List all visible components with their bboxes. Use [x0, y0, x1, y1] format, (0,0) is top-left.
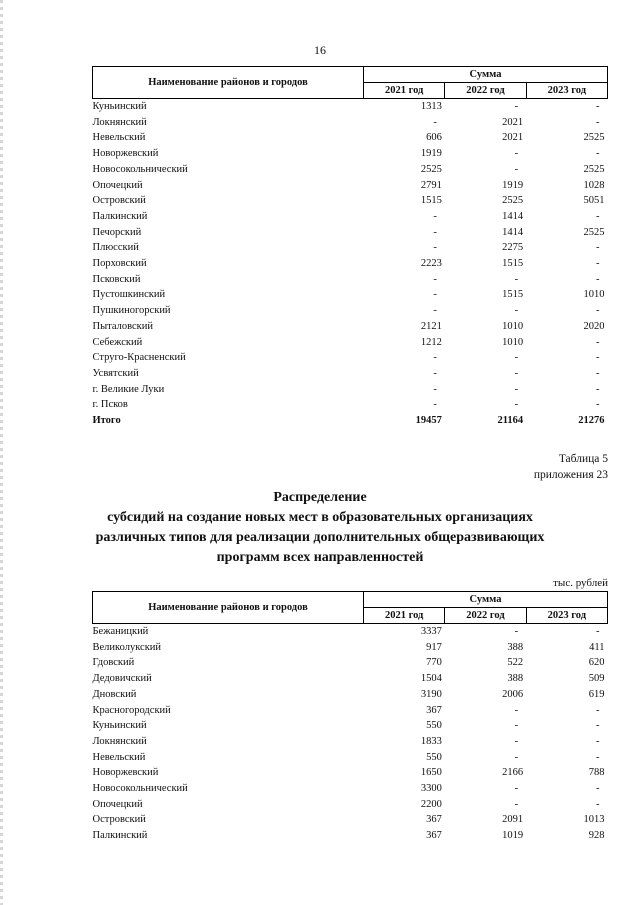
value-2023: - — [596, 399, 600, 411]
title-line-2: субсидий на создание новых мест в образовательных организациях — [107, 510, 533, 525]
value-2021: 917 — [426, 641, 442, 653]
title-line-4: программ всех направленностей — [216, 550, 424, 565]
value-2022: 21164 — [497, 415, 524, 427]
value-2022: 1414 — [502, 226, 524, 238]
appendix-label: приложения 23 — [533, 469, 608, 481]
value-2022: 388 — [507, 641, 524, 653]
value-2021: - — [433, 242, 437, 254]
value-2021: 2791 — [420, 179, 442, 191]
value-2023: 2020 — [583, 320, 605, 332]
value-2023: 5051 — [583, 195, 605, 207]
value-2021: 3300 — [420, 783, 442, 795]
table-number-label: Таблица 5 — [558, 453, 608, 465]
table-row — [93, 178, 608, 194]
table-row — [93, 750, 608, 766]
table-row — [93, 303, 608, 319]
value-2022: - — [514, 735, 519, 747]
column-header-2023: 2023 год — [526, 83, 607, 99]
district-name: Псковский — [92, 273, 141, 285]
column-header-sum: Сумма — [364, 67, 608, 83]
value-2021: 550 — [426, 720, 442, 732]
value-2022: 1010 — [502, 320, 524, 332]
value-2023: - — [596, 367, 600, 379]
district-name: Струго-Красненский — [92, 352, 186, 364]
district-name: Дедовичский — [92, 673, 152, 685]
district-name: Невельский — [92, 132, 146, 144]
value-2023: - — [596, 798, 600, 810]
value-2021: 367 — [426, 704, 442, 716]
district-name: Порховский — [92, 258, 147, 270]
value-2022: - — [514, 704, 519, 716]
value-2023: - — [596, 783, 600, 795]
value-2021: 1919 — [420, 148, 442, 160]
value-2022: 1515 — [502, 289, 524, 301]
value-2023: - — [596, 148, 600, 160]
table-row — [93, 812, 608, 828]
table-row — [93, 640, 608, 656]
value-2021: 19457 — [415, 415, 442, 427]
table-row — [93, 797, 608, 813]
value-2021: - — [433, 273, 437, 285]
district-name: Новоржевский — [92, 767, 159, 779]
value-2022: 2006 — [502, 688, 524, 700]
value-2022: 2275 — [502, 242, 524, 254]
title-line-3: различных типов для реализации дополнительных общеразвивающих — [95, 530, 545, 545]
table-row — [93, 240, 608, 256]
district-name: Островский — [92, 195, 146, 207]
table-row — [93, 828, 608, 844]
value-2022: - — [514, 273, 519, 285]
table-row — [93, 703, 608, 719]
table-row — [93, 366, 608, 382]
district-name: Усвятский — [92, 367, 139, 379]
table-row — [93, 272, 608, 288]
district-name: Дновский — [92, 688, 137, 700]
district-name: Пыталовский — [92, 320, 153, 332]
value-2021: 1313 — [420, 101, 442, 112]
value-2021: - — [433, 289, 437, 301]
value-2023: - — [596, 116, 600, 128]
table-row — [93, 287, 608, 303]
value-2023: 2525 — [583, 132, 605, 144]
value-2021: 1833 — [420, 735, 442, 747]
value-2023: - — [596, 383, 600, 395]
district-name: Палкинский — [92, 830, 148, 842]
value-2021: 606 — [426, 132, 442, 144]
page-number: 16 — [314, 43, 326, 57]
district-name: Опочецкий — [92, 179, 143, 191]
table-row — [93, 718, 608, 734]
value-2021: 550 — [426, 751, 442, 763]
table-row — [93, 115, 608, 131]
value-2022: 522 — [507, 657, 524, 669]
value-2023: 21276 — [578, 415, 605, 427]
value-2022: - — [514, 720, 519, 732]
value-2021: 367 — [426, 830, 442, 842]
district-name: г. Псков — [92, 399, 128, 411]
value-2021: - — [433, 367, 437, 379]
value-2023: 788 — [588, 767, 605, 779]
value-2023: 1013 — [583, 814, 605, 826]
value-2021: - — [433, 399, 437, 411]
table-row — [93, 130, 608, 146]
value-2022: 2021 — [502, 116, 524, 128]
value-2023: 1010 — [583, 289, 605, 301]
value-2022: - — [514, 783, 519, 795]
district-name: Новосокольнический — [92, 163, 188, 175]
subsidy-table-2 — [92, 591, 608, 844]
value-2022: 1019 — [502, 830, 524, 842]
value-2023: - — [596, 735, 600, 747]
district-name: Пустошкинский — [92, 289, 166, 301]
value-2023: - — [596, 704, 600, 716]
value-2023: - — [596, 210, 600, 222]
table-5-caption — [534, 451, 608, 483]
value-2022: - — [514, 798, 519, 810]
table-row — [93, 624, 608, 640]
table-row — [93, 687, 608, 703]
value-2023: 509 — [588, 673, 605, 685]
column-header-2023: 2023 год — [526, 608, 607, 624]
district-name: г. Великие Луки — [92, 383, 165, 395]
value-2022: - — [514, 626, 519, 637]
column-header-2022: 2022 год — [445, 608, 526, 624]
district-name: Новосокольнический — [92, 783, 188, 795]
value-2021: 2200 — [420, 798, 442, 810]
value-2022: - — [514, 163, 519, 175]
district-name: Новоржевский — [92, 148, 159, 160]
value-2021: 1212 — [420, 336, 442, 348]
value-2022: - — [514, 367, 519, 379]
value-2021: 770 — [426, 657, 442, 669]
table-row — [93, 781, 608, 797]
district-name: Куньинский — [92, 101, 147, 112]
district-name: Красногородский — [92, 704, 171, 716]
district-name: Великолукский — [92, 641, 162, 653]
value-2022: - — [514, 751, 519, 763]
table-row — [93, 671, 608, 687]
district-name: Островский — [92, 814, 146, 826]
value-2023: - — [596, 626, 600, 637]
district-name: Палкинский — [92, 210, 148, 222]
value-2023: - — [596, 720, 600, 732]
value-2021: - — [433, 210, 437, 222]
column-header-name: Наименование районов и городов — [93, 67, 364, 99]
table-row — [93, 734, 608, 750]
value-2022: 1414 — [502, 210, 524, 222]
value-2022: 2525 — [502, 195, 524, 207]
district-name: Бежаницкий — [92, 626, 149, 637]
value-2021: 3190 — [420, 688, 442, 700]
district-name: Пушкиногорский — [92, 305, 171, 317]
value-2023: 1028 — [583, 179, 605, 191]
value-2023: 411 — [589, 641, 605, 653]
value-2022: 1010 — [502, 336, 524, 348]
value-2023: 928 — [588, 830, 605, 842]
column-header-sum: Сумма — [364, 592, 608, 608]
value-2023: - — [596, 258, 600, 270]
value-2022: 388 — [507, 673, 524, 685]
table-row — [93, 382, 608, 398]
value-2023: - — [596, 101, 600, 112]
table-row — [93, 225, 608, 241]
table-row — [93, 335, 608, 351]
units-label: тыс. рублей — [553, 577, 608, 589]
value-2023: 2525 — [583, 226, 605, 238]
value-2021: 2223 — [420, 258, 442, 270]
scan-binding-edge — [0, 0, 3, 905]
value-2022: - — [514, 305, 519, 317]
value-2021: 367 — [426, 814, 442, 826]
district-name: Гдовский — [92, 657, 135, 669]
value-2021: - — [433, 305, 437, 317]
value-2023: 619 — [588, 688, 605, 700]
district-name: Локнянский — [92, 116, 147, 128]
value-2023: - — [596, 242, 600, 254]
table-row — [93, 99, 608, 115]
value-2021: 1504 — [420, 673, 442, 685]
table-row — [93, 162, 608, 178]
district-name: Куньинский — [92, 720, 147, 732]
total-row — [93, 413, 608, 429]
value-2023: - — [596, 336, 600, 348]
subsidy-table-1 — [92, 66, 608, 429]
district-name: Невельский — [92, 751, 146, 763]
district-name: Итого — [92, 415, 121, 427]
table-row — [93, 655, 608, 671]
value-2023: - — [596, 305, 600, 317]
title-line-1: Распределение — [273, 490, 367, 505]
value-2022: 2166 — [502, 767, 524, 779]
value-2022: - — [514, 352, 519, 364]
table-row — [93, 256, 608, 272]
value-2022: - — [514, 148, 519, 160]
value-2021: - — [433, 116, 437, 128]
table-row — [93, 765, 608, 781]
table-row — [93, 146, 608, 162]
table-row — [93, 319, 608, 335]
value-2023: 620 — [588, 657, 605, 669]
district-name: Опочецкий — [92, 798, 143, 810]
value-2022: 2091 — [502, 814, 524, 826]
value-2023: 2525 — [583, 163, 605, 175]
value-2022: - — [514, 383, 519, 395]
table-row — [93, 193, 608, 209]
value-2021: - — [433, 226, 437, 238]
table-row — [93, 397, 608, 413]
district-name: Плюсский — [92, 242, 139, 254]
district-name: Себежский — [92, 336, 143, 348]
value-2022: 1515 — [502, 258, 524, 270]
value-2023: - — [596, 273, 600, 285]
value-2021: 2121 — [420, 320, 442, 332]
value-2023: - — [596, 352, 600, 364]
district-name: Локнянский — [92, 735, 147, 747]
document-title — [60, 488, 580, 568]
table-row — [93, 350, 608, 366]
table-row — [93, 209, 608, 225]
value-2023: - — [596, 751, 600, 763]
column-header-2021: 2021 год — [364, 608, 445, 624]
value-2022: 2021 — [502, 132, 524, 144]
value-2021: - — [433, 352, 437, 364]
value-2021: 1650 — [420, 767, 442, 779]
district-name: Печорский — [92, 226, 142, 238]
value-2021: 2525 — [420, 163, 442, 175]
value-2021: 1515 — [420, 195, 442, 207]
column-header-2021: 2021 год — [364, 83, 445, 99]
value-2022: 1919 — [502, 179, 524, 191]
column-header-2022: 2022 год — [445, 83, 526, 99]
value-2022: - — [514, 101, 519, 112]
value-2021: 3337 — [420, 626, 442, 637]
value-2022: - — [514, 399, 519, 411]
column-header-name: Наименование районов и городов — [93, 592, 364, 624]
value-2021: - — [433, 383, 437, 395]
